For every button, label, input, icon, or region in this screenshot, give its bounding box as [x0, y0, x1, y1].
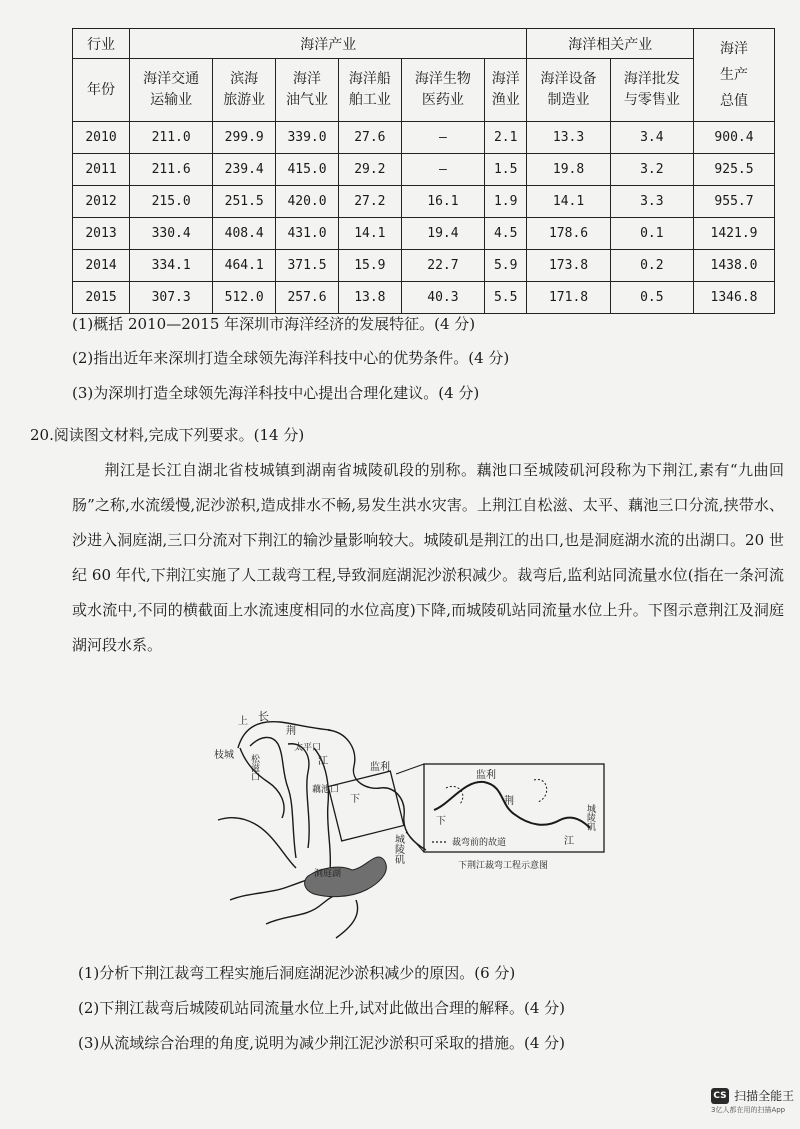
column-header-line1: 海洋生物	[414, 71, 471, 87]
value-cell: 5.5	[485, 282, 527, 314]
value-cell: 1346.8	[694, 282, 775, 314]
inset-old-channel-2	[534, 779, 547, 802]
column-header-line1: 海洋	[293, 71, 322, 87]
value-cell: 371.5	[276, 250, 339, 282]
label-songzikou: 松滋口	[249, 754, 259, 781]
year-cell: 2013	[73, 218, 130, 250]
column-header-line2: 舶工业	[348, 92, 391, 108]
label-jiang: 江	[318, 756, 328, 767]
value-cell: 13.3	[527, 122, 610, 154]
column-header-line2: 运输业	[150, 92, 193, 108]
river-west-tributary	[218, 818, 296, 868]
label-xia: 下	[350, 794, 360, 805]
inset-frame	[424, 764, 604, 852]
column-header	[276, 59, 339, 122]
value-cell: 19.4	[401, 218, 484, 250]
river-upper-jingjiang	[240, 748, 284, 818]
value-cell: 1.5	[485, 154, 527, 186]
header-total-line2: 生产	[720, 67, 748, 83]
header-total-line1: 海洋	[720, 41, 748, 57]
year-cell: 2012	[73, 186, 130, 218]
value-cell: 299.9	[213, 122, 276, 154]
label-zhicheng: 枝城	[214, 750, 234, 761]
column-header	[130, 59, 213, 122]
river-taiping-channel	[288, 744, 309, 848]
table-row	[73, 250, 775, 282]
header-total	[694, 29, 775, 122]
value-cell: 215.0	[130, 186, 213, 218]
year-cell: 2011	[73, 154, 130, 186]
table-row	[73, 154, 775, 186]
column-header	[213, 59, 276, 122]
scanner-tagline: 3亿人都在用的扫描App	[711, 1106, 786, 1114]
inset-label-xia: 下	[436, 816, 446, 827]
q19-sub3: (3)为深圳打造全球领先海洋科技中心提出合理化建议。(4 分)	[72, 384, 480, 402]
column-header-line1: 海洋	[491, 71, 520, 87]
value-cell: 16.1	[401, 186, 484, 218]
year-cell: 2010	[73, 122, 130, 154]
inset-label-jiang: 江	[564, 836, 574, 847]
value-cell: 3.3	[610, 186, 693, 218]
river-east-tributary	[336, 900, 358, 938]
value-cell: 27.6	[338, 122, 401, 154]
scanner-logo-badge: CS	[711, 1088, 729, 1104]
value-cell: —	[401, 154, 484, 186]
label-dongtinghu: 洞庭湖	[314, 869, 342, 879]
value-cell: 1.9	[485, 186, 527, 218]
label-chenglingji: 城陵矶	[392, 834, 404, 864]
label-jing: 荆	[286, 726, 296, 737]
header-year: 年份	[73, 59, 130, 122]
column-header-line1: 海洋批发	[623, 71, 680, 87]
column-header-line1: 滨海	[230, 71, 259, 87]
table-row	[73, 186, 775, 218]
label-chang: 长	[258, 710, 269, 723]
value-cell: 512.0	[213, 282, 276, 314]
value-cell: 955.7	[694, 186, 775, 218]
value-cell: 339.0	[276, 122, 339, 154]
header-related-industry: 海洋相关产业	[527, 29, 694, 59]
value-cell: 3.2	[610, 154, 693, 186]
label-shang: 上	[238, 716, 248, 727]
jingjiang-map	[210, 708, 610, 956]
value-cell: 431.0	[276, 218, 339, 250]
value-cell: 211.0	[130, 122, 213, 154]
table-row	[73, 122, 775, 154]
value-cell: 0.1	[610, 218, 693, 250]
value-cell: 40.3	[401, 282, 484, 314]
value-cell: 307.3	[130, 282, 213, 314]
table-row	[73, 282, 775, 314]
header-total-line3: 总值	[720, 93, 748, 109]
value-cell: 420.0	[276, 186, 339, 218]
value-cell: 330.4	[130, 218, 213, 250]
q19-sub2: (2)指出近年来深圳打造全球领先海洋科技中心的优势条件。(4 分)	[72, 349, 510, 367]
column-header-line2: 医药业	[421, 92, 464, 108]
column-header-line2: 油气业	[286, 92, 329, 108]
label-jianli: 监利	[370, 762, 390, 773]
value-cell: 19.8	[527, 154, 610, 186]
label-taipingkou: 太平口	[294, 743, 322, 753]
value-cell: 0.5	[610, 282, 693, 314]
column-header-line1: 海洋交通	[143, 71, 200, 87]
inset-caption: 下荆江裁弯工程示意图	[458, 861, 549, 871]
q20-sub1: (1)分析下荆江裁弯工程实施后洞庭湖泥沙淤积减少的原因。(6 分)	[78, 964, 516, 982]
value-cell: 2.1	[485, 122, 527, 154]
column-header-line1: 海洋设备	[540, 71, 597, 87]
inset-label-jianli: 监利	[476, 770, 496, 781]
column-header	[610, 59, 693, 122]
q20-sub3: (3)从流域综合治理的角度,说明为减少荆江泥沙淤积可采取的措施。(4 分)	[78, 1034, 566, 1052]
value-cell: 14.1	[338, 218, 401, 250]
value-cell: 251.5	[213, 186, 276, 218]
marine-economy-table	[72, 28, 775, 314]
column-header-line2: 旅游业	[223, 92, 266, 108]
value-cell: 171.8	[527, 282, 610, 314]
value-cell: 29.2	[338, 154, 401, 186]
value-cell: 27.2	[338, 186, 401, 218]
year-cell: 2015	[73, 282, 130, 314]
column-header	[527, 59, 610, 122]
inset-connector-bottom	[406, 832, 424, 852]
value-cell: 239.4	[213, 154, 276, 186]
q20-passage-text: 荆江是长江自湖北省枝城镇到湖南省城陵矶段的别称。藕池口至城陵矶河段称为下荆江,素有“九曲回肠”之称,水流缓慢,泥沙淤积,造成排水不畅,易发生洪水灾害。上荆江自松滋、太平、藕池三口分流,挟带水、沙进入洞庭湖,三口分流对下荆江的输沙量影响较大。城陵矶是荆江的出口,也是洞庭湖水流的出湖口。20 世纪 60 年代,下荆江实施了人工裁弯工程,导致洞庭湖泥沙淤积减少。裁弯后,监利站同流量水位(指在一条河流或水流中,不同的横截面上水流速度相同的水位高度)下降,而城陵矶站同流量水位上升。下图示意荆江及洞庭湖河段水系。	[72, 461, 784, 654]
inset-focus-box	[328, 771, 404, 841]
value-cell: 415.0	[276, 154, 339, 186]
column-header-line2: 渔业	[491, 92, 520, 108]
inset-label-chenglingji: 城陵矶	[585, 804, 595, 831]
column-header	[401, 59, 484, 122]
q20-passage	[72, 453, 784, 663]
value-cell: 5.9	[485, 250, 527, 282]
header-ocean-industry: 海洋产业	[130, 29, 527, 59]
value-cell: 1438.0	[694, 250, 775, 282]
q19-sub1: (1)概括 2010—2015 年深圳市海洋经济的发展特征。(4 分)	[72, 315, 476, 333]
column-header	[485, 59, 527, 122]
label-oucikou: 藕池口	[312, 785, 340, 795]
value-cell: 900.4	[694, 122, 775, 154]
value-cell: 173.8	[527, 250, 610, 282]
scanner-app-name: 扫描全能王	[734, 1089, 795, 1103]
column-header-line2: 制造业	[547, 92, 590, 108]
value-cell: 334.1	[130, 250, 213, 282]
value-cell: 257.6	[276, 282, 339, 314]
value-cell: 0.2	[610, 250, 693, 282]
value-cell: 178.6	[527, 218, 610, 250]
inset-connector-top	[396, 764, 424, 774]
value-cell: 15.9	[338, 250, 401, 282]
value-cell: 464.1	[213, 250, 276, 282]
value-cell: 1421.9	[694, 218, 775, 250]
value-cell: 22.7	[401, 250, 484, 282]
column-header-line1: 海洋船	[348, 71, 391, 87]
column-header	[338, 59, 401, 122]
value-cell: —	[401, 122, 484, 154]
q20-title: 20.阅读图文材料,完成下列要求。(14 分)	[30, 426, 305, 444]
year-cell: 2014	[73, 250, 130, 282]
header-industry: 行业	[73, 29, 130, 59]
value-cell: 14.1	[527, 186, 610, 218]
q20-sub2: (2)下荆江裁弯后城陵矶站同流量水位上升,试对此做出合理的解释。(4 分)	[78, 999, 566, 1017]
value-cell: 3.4	[610, 122, 693, 154]
column-header-line2: 与零售业	[623, 92, 680, 108]
value-cell: 925.5	[694, 154, 775, 186]
scanner-watermark	[711, 1085, 794, 1115]
value-cell: 4.5	[485, 218, 527, 250]
table-row	[73, 218, 775, 250]
inset-label-jing: 荆	[504, 796, 514, 807]
value-cell: 13.8	[338, 282, 401, 314]
value-cell: 408.4	[213, 218, 276, 250]
inset-legend-label: 裁弯前的故道	[452, 838, 507, 848]
value-cell: 211.6	[130, 154, 213, 186]
